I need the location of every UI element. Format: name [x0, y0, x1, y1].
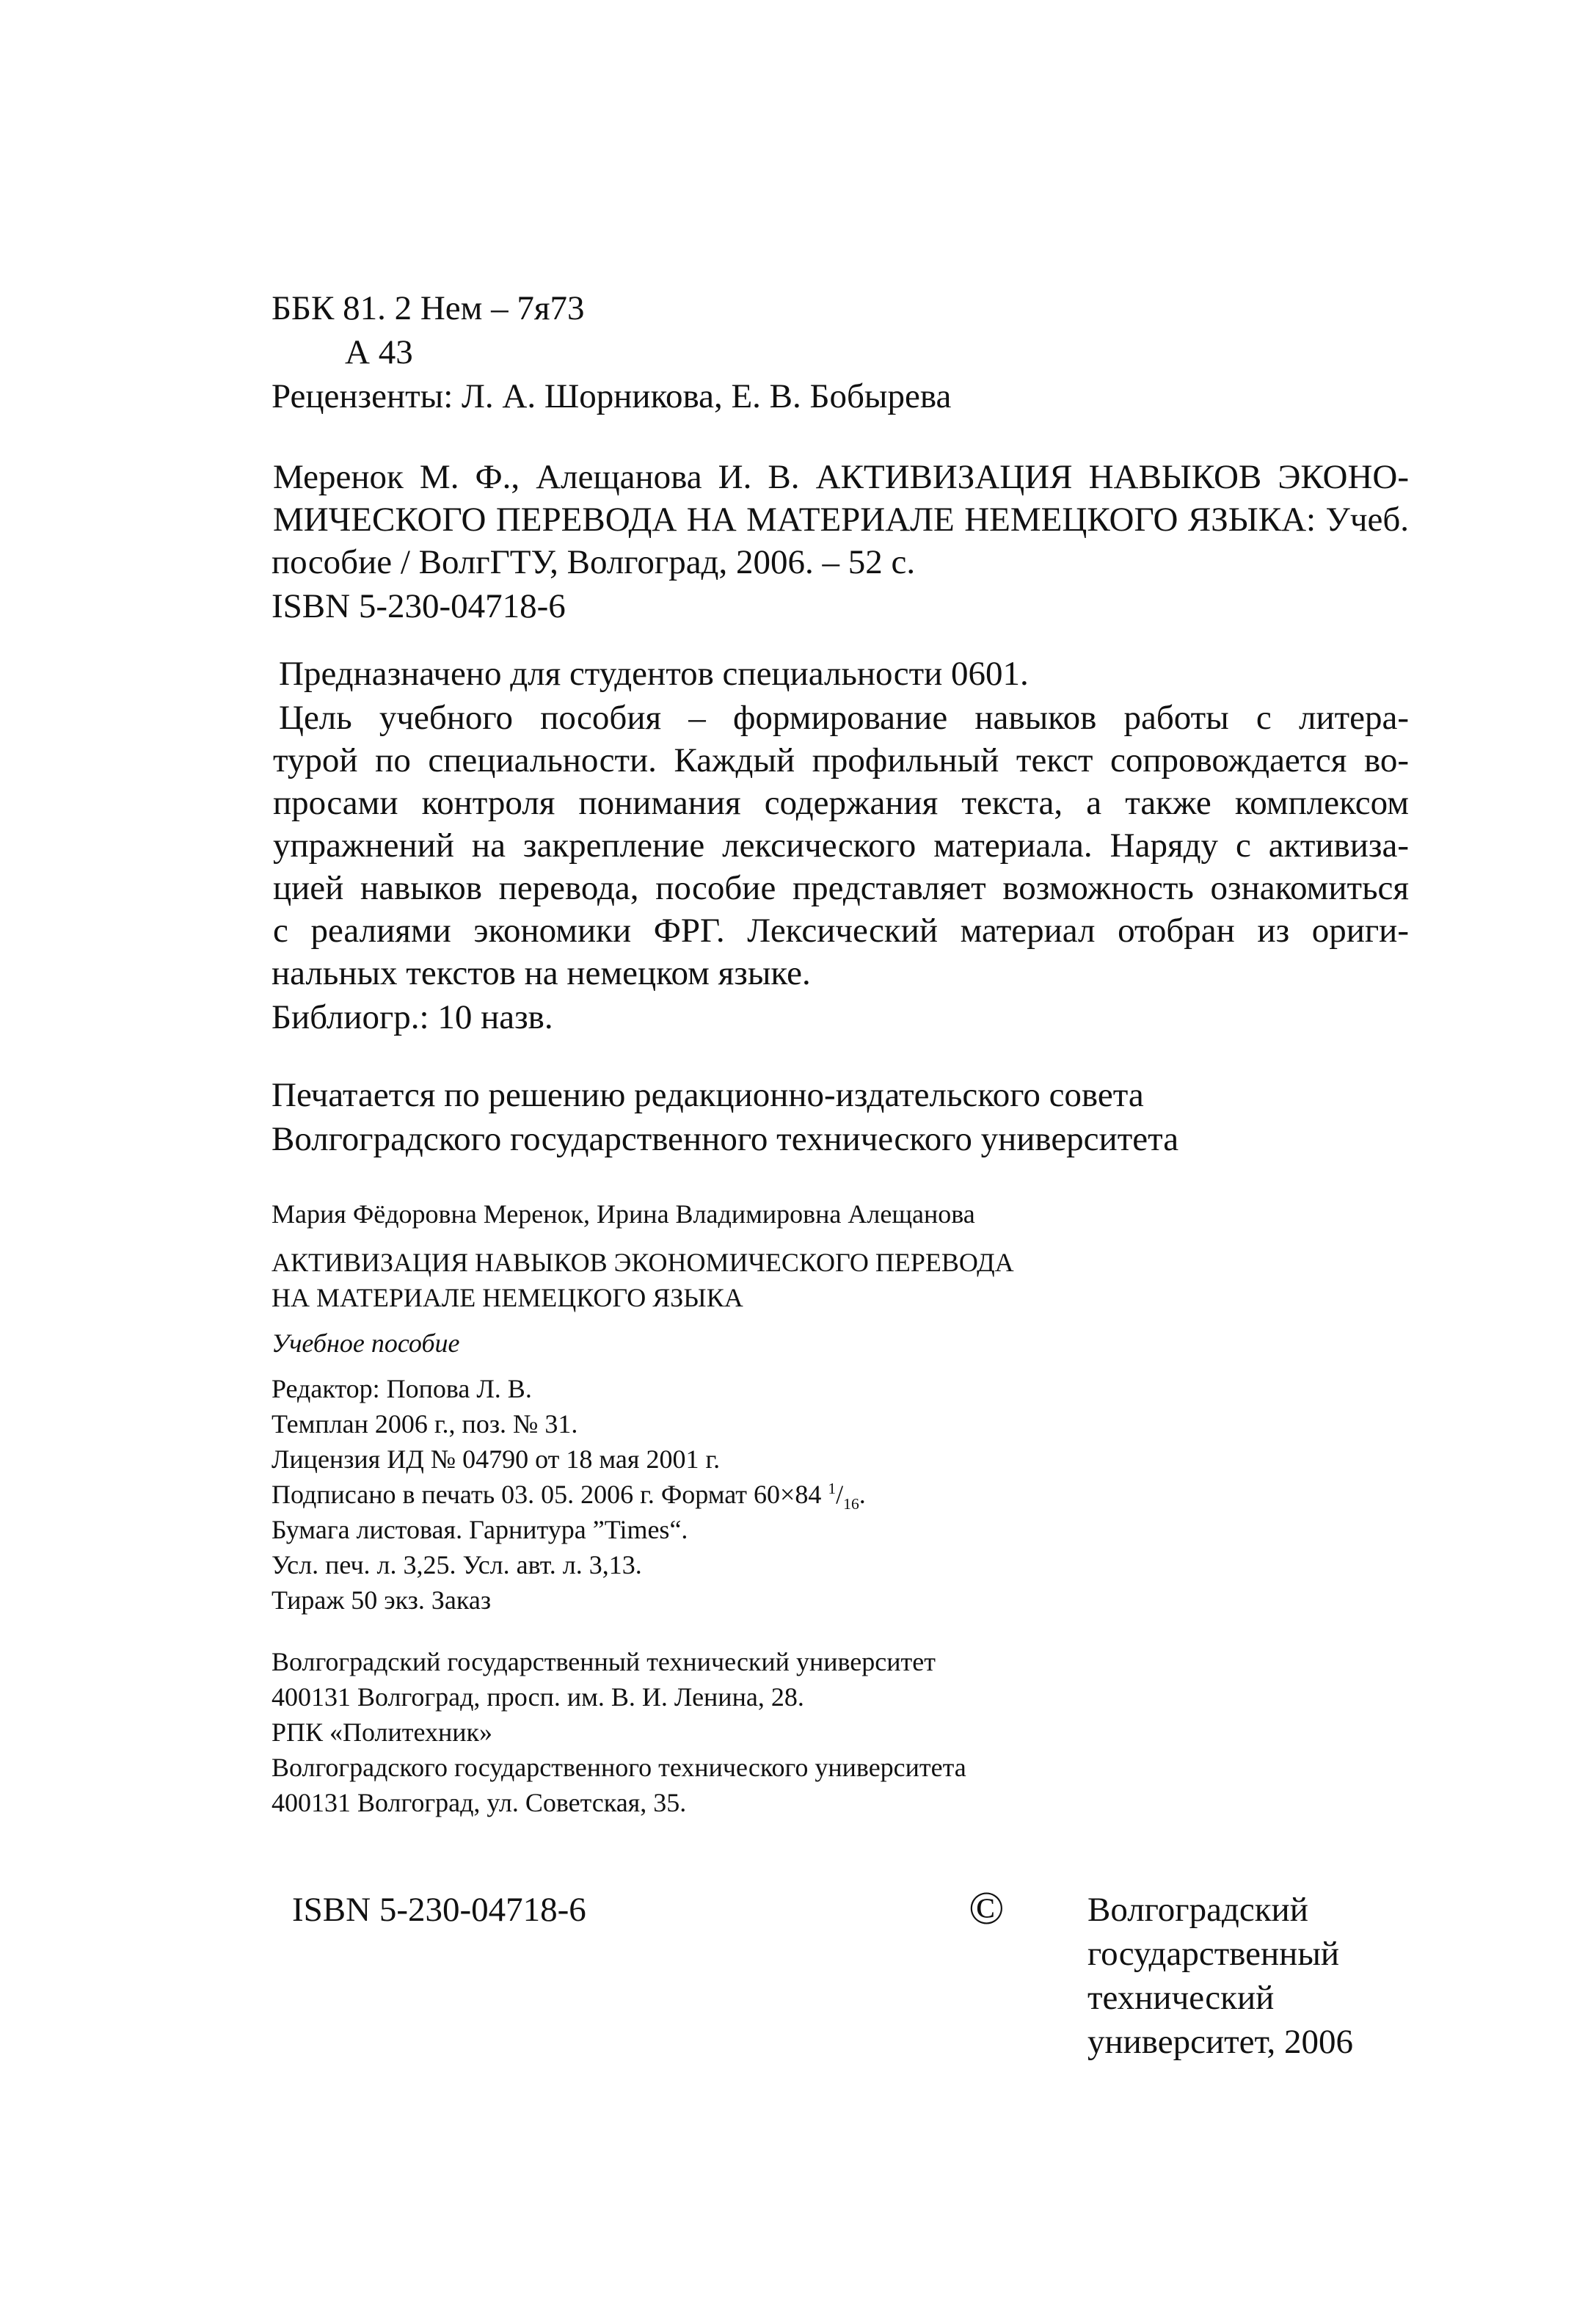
- copyright-icon: ©: [969, 1882, 1005, 1934]
- copyright-holder-line: технический: [1087, 1979, 1275, 2017]
- footer-isbn: ISBN 5-230-04718-6: [292, 1891, 586, 1929]
- imprint-authors: Мария Фёдоровна Меренок, Ирина Владимировна Алещанова: [272, 1199, 975, 1229]
- publisher-line: Волгоградский государственный технический университет: [272, 1647, 936, 1676]
- imprint-print-run: Тираж 50 экз. Заказ: [272, 1585, 492, 1615]
- annotation-line: упражнений на закрепление лексического материала. Наряду с активиза-: [273, 826, 1409, 865]
- author-mark: А 43: [345, 333, 413, 371]
- annotation-purpose: Предназначено для студентов специальности 0601.: [279, 655, 1029, 693]
- publisher-line: Волгоградского государственного технического университета: [272, 1753, 966, 1782]
- reviewers: Рецензенты: Л. А. Шорникова, Е. В. Бобырева: [272, 377, 952, 415]
- imprint-paper: Бумага листовая. Гарнитура ”Times“.: [272, 1515, 688, 1544]
- approval-line: Печатается по решению редакционно-издательского совета: [272, 1076, 1144, 1114]
- bibliography: Библиогр.: 10 назв.: [272, 998, 553, 1036]
- bbk-index: ББК 81. 2 Нем – 7я73: [272, 289, 585, 327]
- citation-isbn: ISBN 5-230-04718-6: [272, 587, 566, 625]
- imprint-genre: Учебное пособие: [272, 1328, 460, 1358]
- citation-line: Меренок М. Ф., Алещанова И. В. АКТИВИЗАЦИЯ НАВЫКОВ ЭКОНО-: [273, 458, 1409, 496]
- citation-line: МИЧЕСКОГО ПЕРЕВОДА НА МАТЕРИАЛЕ НЕМЕЦКОГО ЯЗЫКА: Учеб.: [273, 501, 1409, 539]
- imprint-license: Лицензия ИД № 04790 от 18 мая 2001 г.: [272, 1444, 721, 1474]
- approval-line: Волгоградского государственного технического университета: [272, 1120, 1179, 1158]
- imprint-signed: Подписано в печать 03. 05. 2006 г. Формат 60×84 $^1/_{16}$.: [272, 1480, 866, 1513]
- citation-line: пособие / ВолгГТУ, Волгоград, 2006. – 52 с.: [272, 543, 916, 581]
- copyright-holder-line: Волгоградский: [1087, 1891, 1308, 1929]
- annotation-line: турой по специальности. Каждый профильный текст сопровождается во-: [273, 741, 1409, 779]
- imprint-title: НА МАТЕРИАЛЕ НЕМЕЦКОГО ЯЗЫКА: [272, 1283, 743, 1312]
- copyright-holder-line: университет, 2006: [1087, 2023, 1354, 2061]
- annotation-line: просами контроля понимания содержания текста, а также комплексом: [273, 784, 1409, 822]
- imprint-title: АКТИВИЗАЦИЯ НАВЫКОВ ЭКОНОМИЧЕСКОГО ПЕРЕВОДА: [272, 1248, 1014, 1277]
- publisher-line: 400131 Волгоград, ул. Советская, 35.: [272, 1788, 687, 1817]
- copyright-holder-line: государственный: [1087, 1935, 1340, 1973]
- annotation-line: нальных текстов на немецком языке.: [272, 954, 811, 992]
- imprint-templan: Темплан 2006 г., поз. № 31.: [272, 1409, 578, 1439]
- publisher-line: РПК «Политехник»: [272, 1717, 493, 1747]
- imprint-editor: Редактор: Попова Л. В.: [272, 1374, 532, 1403]
- imprint-sheets: Усл. печ. л. 3,25. Усл. авт. л. 3,13.: [272, 1550, 642, 1579]
- annotation-line: цией навыков перевода, пособие представляет возможность ознакомиться: [273, 869, 1409, 907]
- annotation-line: с реалиями экономики ФРГ. Лексический материал отобран из ориги-: [273, 912, 1409, 950]
- annotation-line: Цель учебного пособия – формирование навыков работы с литера-: [279, 699, 1409, 737]
- publisher-line: 400131 Волгоград, просп. им. В. И. Ленина, 28.: [272, 1682, 804, 1712]
